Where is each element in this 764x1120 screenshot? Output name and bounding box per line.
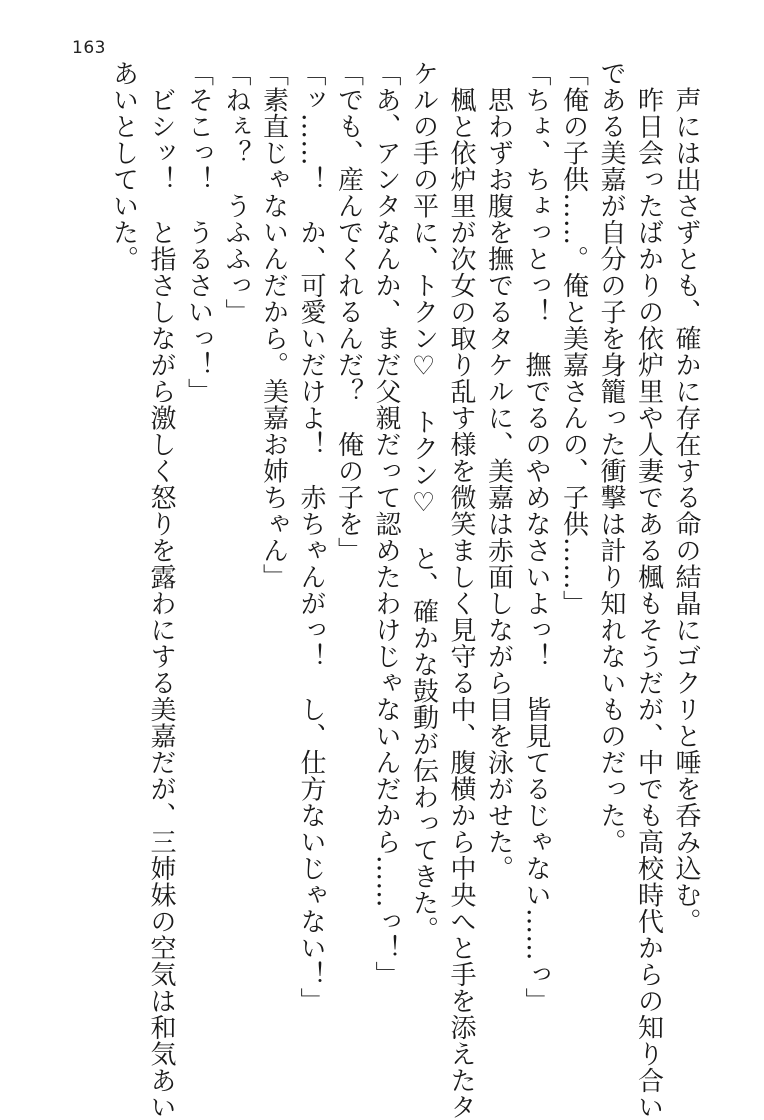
- text-line: 「あ、アンタなんか、まだ父親だって認めたわけじゃないんだから……っ！」: [371, 60, 401, 988]
- text-line: 「素直じゃないんだから。美嘉お姉ちゃん」: [258, 60, 289, 590]
- text-line: 昨日会ったばかりの依炉里や人妻である楓もそうだが、中でも高校時代からの知り合い: [633, 60, 664, 1120]
- text-line: ケルの手の平に、トクン♡ トクン♡ と、確かな鼓動が伝わってきた。: [408, 60, 439, 943]
- text-line: 「でも、産んでくれるんだ？ 俺の子を」: [333, 60, 364, 564]
- text-line: 楓と依炉里が次女の取り乱す様を微笑ましく見守る中、腹横から中央へと手を添えたタ: [446, 60, 476, 1120]
- text-line: である美嘉が自分の子を身籠った衝撃は計り知れないものだった。: [596, 60, 626, 855]
- text-line: 思わずお腹を撫でるタケルに、美嘉は赤面しながら目を泳がせた。: [483, 60, 514, 882]
- text-line: 「ッ……！ か、可愛いだけよ！ 赤ちゃんがっ！ し、仕方ないじゃない！」: [296, 60, 326, 1014]
- page-number: 163: [72, 38, 106, 58]
- text-line: 「そこっ！ うるさいっ！」: [183, 60, 214, 405]
- text-line: 声には出さずとも、確かに存在する命の結晶にゴクリと唾を呑み込む。: [671, 60, 701, 935]
- text-line: 「ねぇ？ うふふっ」: [221, 60, 251, 325]
- text-line: 「ちょ、ちょっとっ！ 撫でるのやめなさいよっ！ 皆見てるじゃない……っ」: [521, 60, 551, 1014]
- text-line: 「俺の子供……。俺と美嘉さんの、子供……」: [558, 60, 589, 617]
- novel-body-text: [104, 60, 704, 1120]
- text-line: あいとしていた。: [108, 60, 139, 272]
- text-line: ビシッ！ と指さしながら激しく怒りを露わにする美嘉だが、三姉妹の空気は和気あい: [146, 60, 176, 1120]
